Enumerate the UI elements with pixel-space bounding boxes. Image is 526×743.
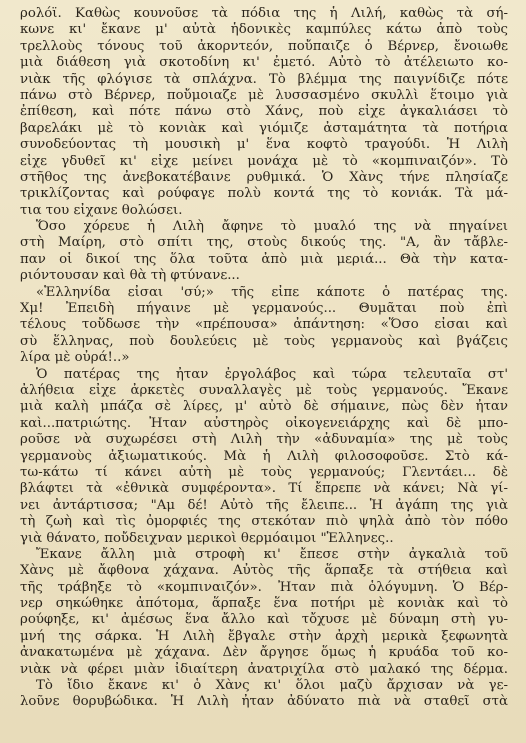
text-line: Ὁ πατέρας της ἦταν ἐργολάβος καὶ τώρα τελευταῖα στ' [36, 366, 508, 382]
text-line: στῆθος της ἀνεβοκατέβαινε ρυθμικά. Ὁ Χὰνς τήνε πλησίαζε [20, 169, 508, 185]
text-line: μιὰ διάθεση γιὰ σκοτοδίνη κι' ἐμετό. Αὐτὸ τὸ ἀτέλειωτο κο- [20, 55, 508, 71]
text-line: Τὸ ἴδιο ἔκανε κι' ὁ Χὰνς κι' ὅλοι μαζὺ ἄρχισαν νὰ γε- [36, 678, 508, 694]
text-line: συνοδεύοντας τὴ μουσικὴ μ' ἕνα κοφτὸ τραγούδι. Ἡ Λιλὴ [20, 137, 508, 153]
text-line: τια του εἶχανε θολώσει. [20, 202, 183, 218]
text-line: γιὰ θάνατο, ποὔδειχναν μερικοὶ θερμόαιμοι "Ἑλληνες.. [20, 530, 394, 546]
text-line: ἀνακατωμένα μὲ χάχανα. Δὲν ἄργησε ὅμως ἡ κρυάδα τοῦ κο- [20, 645, 508, 661]
text-line: τρικλίζοντας καὶ ρούφαγε πολὺ κοντά της τὸ κονιάκ. Τὰ μά- [20, 186, 508, 202]
text-line: τὴ ζωὴ καὶ τὶς ὀμορφιές της στεκόταν πιὸ ψηλὰ ἀπὸ τὸν πόθο [20, 514, 508, 530]
text-line: Ὅσο χόρευε ἡ Λιλὴ ἄφηνε τὸ μυαλό της νὰ πηγαίνει [36, 219, 508, 235]
text-line: ριόντουσαν καὶ θὰ τὴ φτύνανε... [20, 268, 240, 284]
text-line: στὴ Μαίρη, στὸ σπίτι της, στοὺς δικούς της. "Α, ἂν τἄβλε- [20, 235, 508, 251]
text-line: παν οἱ δικοί της ὅλα τοῦτα ἀπὸ μιὰ μεριά... Θὰ τὴν κατα- [20, 251, 508, 267]
text-line: γερμανοὺς ἀξιωματικούς. Μὰ ἡ Λιλὴ φιλοσοφοῦσε. Στὸ κά- [20, 448, 508, 464]
text-line: ρολόϊ. Καθὼς κουνοῦσε τὰ πόδια της ἡ Λιλή, καθὼς τὰ σή- [20, 6, 508, 21]
text-line: ἀλήθεια εἶχε ἀρκετὲς συναλλαγὲς μὲ τοὺς γερμανούς. Ἔκανε [20, 382, 508, 398]
text-line: Χμ! Ἐπειδὴ πήγαινε μὲ γερμανούς... Θυμᾶται ποὺ ἐπὶ [20, 301, 508, 317]
text-line: τρελλοὺς τόνους τοῦ ἀκορντεόν, ποὔπαιζε ὁ Βέρνερ, ἔνοιωθε [20, 38, 508, 54]
text-line: Χὰνς μὲ ἄφθονα χάχανα. Αὐτὸς τῆς ἅρπαξε τὰ στήθεια καὶ [20, 563, 508, 579]
text-line: τῆς τράβηξε τὸ «κομπιναιζόν». Ἦταν πιὰ ὁλόγυμνη. Ὁ Βέρ- [20, 579, 508, 595]
text-line: τέλους τοὔδωσε τὴν «πρέπουσα» ἀπάντηση: «Ὅσο εἶσαι καὶ [20, 317, 508, 333]
text-line: νερ σηκώθηκε ἀπότομα, ἅρπαξε ἕνα ποτήρι μὲ κονιὰκ καὶ τὸ [20, 596, 508, 612]
text-line: τω-κάτω τί κάνει αὐτὴ μὲ τοὺς γερμανούς; Γλεντάει... δὲ [20, 464, 508, 480]
text-line: σὺ ἕλληνας, ποὺ δουλεύεις μὲ τοὺς γερμανοὺς καὶ βγάζεις [20, 333, 508, 349]
page-text [20, 6, 508, 711]
text-line: μιὰ καλὴ μπάζα σὲ λίρες, μ' αὐτὸ δὲ σήμαινε, πὼς δὲν ἦταν [20, 399, 508, 415]
text-line: ἐπίθεση, καὶ πότε πάνω στὸ Χάνς, ποὺ εἶχε ἀγκαλιάσει τὸ [20, 104, 508, 120]
text-line: εἶχε γδυθεῖ κι' εἶχε μείνει μονάχα μὲ τὸ «κομπιναιζόν». Τὸ [20, 153, 508, 169]
text-line: «Ἑλληνίδα εἶσαι 'σύ;» τῆς εἶπε κάποτε ὁ πατέρας της. [36, 284, 508, 300]
text-line: βαρελάκι μὲ τὸ κονιὰκ καὶ γιόμιζε ἀσταμάτητα τὰ ποτήρια [20, 120, 508, 136]
text-line: λίρα μὲ οὐρά!..» [20, 350, 130, 366]
text-line: νιὰκ τῆς φλόγισε τὰ σπλάχνα. Τὸ βλέμμα της παιγνίδιζε πότε [20, 71, 508, 87]
text-line: νει ἀντάρτισσα; "Αμ δέ! Αὐτὸ τῆς ἔλειπε... Ἡ ἀγάπη της γιὰ [20, 497, 508, 513]
text-line: πάνω στὸ Βέρνερ, ποὔμοιαζε μὲ λυσσασμένο σκυλλὶ ἕτοιμο γιὰ [20, 87, 508, 103]
text-line: κωνε κι' ἔκανε μ' αὐτὰ ἡδονικὲς καμπύλες κάτω ἀπὸ τοὺς [20, 22, 508, 38]
text-line: μνή της σάρκα. Ἡ Λιλὴ ἔβγαλε στὴν ἀρχὴ μερικὰ ξεφωνητὰ [20, 628, 508, 644]
text-line: ροῦσε νὰ συχωρέσει στὴ Λιλὴ τὴν «ἀδυναμία» της μὲ τοὺς [20, 432, 508, 448]
text-line: Ἔκανε ἄλλη μιὰ στροφὴ κι' ἔπεσε στὴν ἀγκαλιὰ τοῦ [36, 546, 508, 562]
text-line: νιὰκ νὰ φέρει μιὰν ἰδιαίτερη ἀνατριχίλα στὸ μαλακό της δέρμα. [20, 661, 508, 677]
text-line: βλάφτει τὰ «ἐθνικὰ συμφέροντα». Τί ἔπρεπε νὰ κάνει; Νὰ γί- [20, 481, 508, 497]
text-line: καὶ...πατριώτης. Ἦταν αὐστηρὸς οἰκογενειάρχης καὶ δὲ μπο- [20, 415, 508, 431]
text-line: ρούφηξε, κι' ἀμέσως ἕνα ἄλλο καὶ τὄχυσε μὲ δύναμη στὴ γυ- [20, 612, 508, 628]
text-line: λοῦνε θορυβώδικα. Ἡ Λιλὴ ἦταν ἀδύνατο πιὰ νὰ σταθεῖ στὰ [20, 694, 508, 710]
